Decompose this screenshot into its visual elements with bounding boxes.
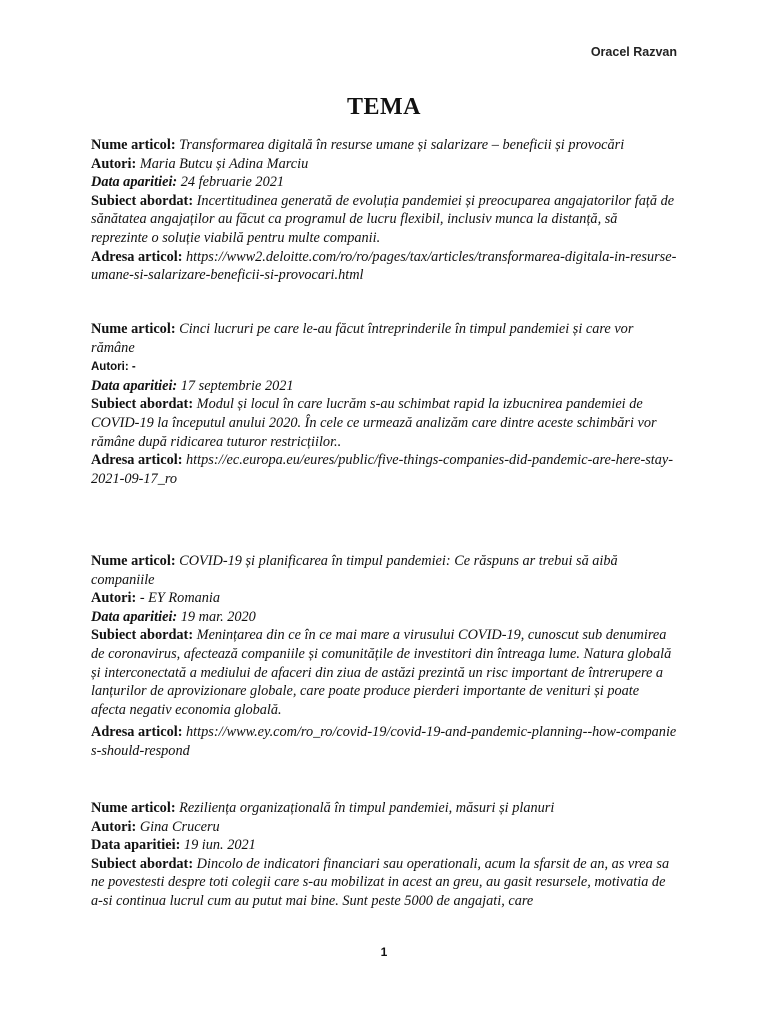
article-subject: Dincolo de indicatori financiari sau operationali, acum la sfarsit de an, as vrea sa ne povestesti despre toti colegii care s-au mobilizat in acest an greu, au gasit resursele, motivatia de a-si continua lucrul cum au putut mai bine. Sunt peste 5000 de angajati, care [91, 855, 670, 909]
article-name: Cinci lucruri pe care le-au făcut întreprinderile în timpul pandemiei și care vor rămâne [91, 321, 634, 356]
article-authors: Gina Cruceru [139, 818, 220, 835]
article-date: 19 iun. 2021 [183, 837, 256, 854]
article-authors: - EY Romania [136, 590, 221, 607]
article-name-line: Nume articol: Cinci lucruri pe care le-au făcut întreprinderile în timpul pandemiei și care vor rămâne [91, 321, 634, 356]
date-label: Data aparitiei [91, 377, 173, 394]
article-address-line [91, 451, 677, 488]
article-name: Reziliența organizațională în timpul pandemiei, măsuri și planuri [179, 800, 555, 816]
address-label: Adresa articol: [91, 724, 183, 741]
article-authors: Maria Butcu și Adina Marciu [139, 155, 309, 172]
article-subject: Menințarea din ce în ce mai mare a virusului COVID-19, cunoscut sub denumirea de coronavirus, afectează companiile și comunitățile de investitori din întreaga lume. Natura globală și interconectată a mediului de afaceri din ziua de astăzi prezintă un risc important de întrerupere a lanțurilor de aprovizionare globale, care poate produce pierderi importante de venituri și poate afecta negativ economia globală. [91, 627, 672, 718]
article-date-line: Data aparitiei: 19 mar. 2020 [91, 608, 256, 625]
article-date-line: Data aparitiei: 24 februarie 2021 [91, 174, 285, 191]
date-label: Data aparitiei [91, 608, 173, 625]
article-date: 24 februarie 2021 [180, 174, 285, 191]
authors-label: Autori [91, 155, 132, 172]
article-address-line [91, 248, 677, 285]
article-entry [91, 136, 677, 285]
article-subject-line: Subiect abordat: Dincolo de indicatori financiari sau operationali, acum la sfarsit de an, as vrea sa ne povestesti despre toti colegii care s-au mobilizat in acest an greu, au gasit resursele, motivatia de a-si continua lucrul cum au putut mai bine. Sunt peste 5000 de angajati, care [91, 855, 670, 909]
authors-label: Autori: [91, 818, 137, 835]
article-name-line: Nume articol: COVID-19 și planificarea în timpul pandemiei: Ce răspuns ar trebui să aibă companiile [91, 553, 618, 588]
article-subject-line: Subiect abordat: Incertitudinea generată de evoluția pandemiei și preocuparea angajatorilor față de sănătatea angajaților au făcut ca programul de lucru flexibil, inclusiv munca la distanță, să reprezinte o soluție viabilă pentru multe companii. [91, 192, 675, 246]
article-date: 17 septembrie 2021 [180, 377, 294, 394]
article-name: Transformarea digitală în resurse umane și salarizare – beneficii și provocări [179, 137, 625, 153]
article-entry [91, 799, 677, 911]
subject-label: Subiect abordat [91, 627, 189, 644]
address-label: Adresa articol: [91, 248, 183, 265]
article-address-link[interactable]: https://www2.deloitte.com/ro/ro/pages/tax/articles/transformarea-digitala-in-resurse-umane-si-salarizare-beneficii-si-provocari.html [91, 248, 677, 284]
article-name: COVID-19 și planificarea în timpul pandemiei: Ce răspuns ar trebui să aibă companiile [91, 553, 618, 588]
subject-label: Subiect abordat [91, 855, 189, 872]
subject-label: Subiect abordat [91, 396, 189, 413]
name-label: Nume articol [91, 137, 171, 153]
article-authors-line [91, 357, 677, 377]
date-label: Data aparitiei [91, 174, 173, 191]
subject-label: Subiect abordat [91, 192, 189, 209]
article-entry [91, 320, 677, 488]
header-author: Oracel Razvan [590, 45, 677, 59]
article-date: 19 mar. 2020 [180, 608, 256, 625]
article-subject: Incertitudinea generată de evoluția pandemiei și preocuparea angajatorilor față de sănătatea angajaților au făcut ca programul de lucru flexibil, inclusiv munca la distanță, să reprezinte o soluție viabilă pentru multe companii. [91, 192, 675, 246]
address-label: Adresa articol: [91, 452, 183, 469]
article-authors-line [91, 589, 677, 608]
article-subject-line: Subiect abordat: Modul și locul în care lucrăm s-au schimbat rapid la izbucnirea pandemiei de COVID-19 la începutul anului 2020. În cele ce urmează analizăm care dintre aceste schimbări vor rămâne după ridicarea tuturor restricțiilor.. [91, 396, 657, 450]
article-date-line: Data aparitiei: 17 septembrie 2021 [91, 377, 294, 394]
article-date-line [91, 836, 677, 855]
article-authors-line: Autori: Maria Butcu și Adina Marciu [91, 155, 309, 172]
article-subject: Modul și locul în care lucrăm s-au schimbat rapid la izbucnirea pandemiei de COVID-19 la începutul anului 2020. În cele ce urmează analizăm care dintre aceste schimbări vor rămâne după ridicarea tuturor restricțiilor.. [91, 396, 657, 450]
name-label: Nume articol [91, 553, 171, 569]
date-label: Data aparitiei: [91, 837, 181, 854]
page-title: TEMA [347, 94, 421, 120]
authors-label: Autori: [91, 590, 137, 607]
article-entry [91, 552, 677, 761]
name-label: Nume articol [91, 800, 171, 816]
page-number: 1 [380, 945, 388, 959]
article-address-link[interactable]: https://www.ey.com/ro_ro/covid-19/covid-19-and-pandemic-planning--how-companies-should-respond [91, 724, 677, 759]
authors-label: Autori: - [91, 361, 136, 374]
article-authors-line [91, 818, 677, 837]
article-subject-line: Subiect abordat: Menințarea din ce în ce mai mare a virusului COVID-19, cunoscut sub denumirea de coronavirus, afectează companiile și comunitățile de investitori din întreaga lume. Natura globală și interconectată a mediului de afaceri din ziua de astăzi prezintă un risc important de întrerupere a lanțurilor de aprovizionare globale, care poate produce pierderi importante de venituri și poate afecta negativ economia globală. [91, 627, 672, 718]
article-address-line [91, 723, 677, 760]
article-name-line: Nume articol: Reziliența organizațională în timpul pandemiei, măsuri și planuri [91, 800, 555, 816]
article-name-line: Nume articol: Transformarea digitală în resurse umane și salarizare – beneficii și provocări [91, 137, 625, 153]
article-address-link[interactable]: https://ec.europa.eu/eures/public/five-things-companies-did-pandemic-are-here-stay-2021-09-17_ro [91, 452, 674, 487]
name-label: Nume articol [91, 321, 171, 337]
